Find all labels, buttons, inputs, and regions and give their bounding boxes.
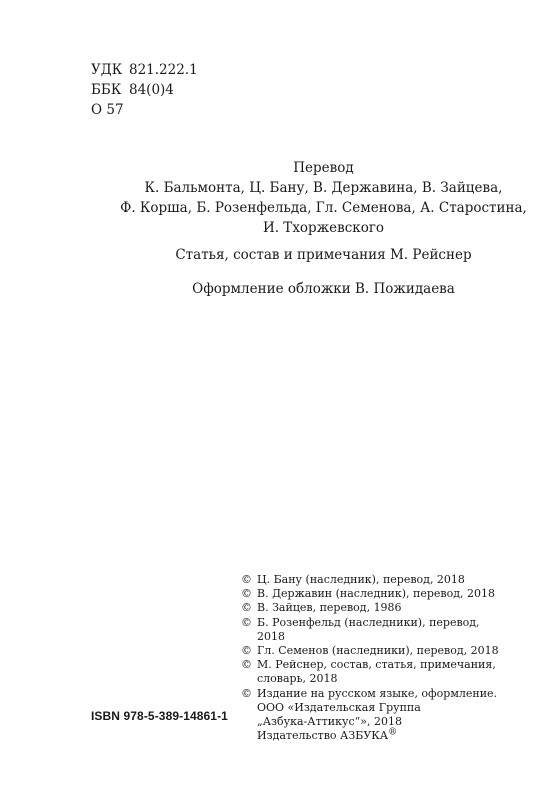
copyright-list (241, 573, 511, 743)
copyright-item (241, 587, 511, 601)
classification-block (91, 60, 198, 120)
cover-design-credit: Оформление обложки В. Пожидаева (192, 281, 455, 297)
copyright-symbol: © (241, 615, 252, 629)
translation-heading: Перевод (293, 160, 354, 176)
copyright-text: Издание на русском языке, оформление. ООО «Издательская Группа „Азбука-Аттикус“», 2018 Издательство АЗБУКА (257, 686, 498, 743)
copyright-symbol: © (241, 644, 252, 658)
translators-line: К. Бальмонта, Ц. Бану, В. Державина, В. Зайцева, (144, 180, 503, 196)
translators-line: Ф. Корша, Б. Розенфельда, Гл. Семенова, А. Старостина, (120, 200, 527, 216)
udk-value: 821.222.1 (129, 62, 198, 78)
copyright-text: Б. Розенфельд (наследники), перевод, 2018 (257, 615, 480, 643)
copyright-symbol: © (241, 587, 252, 601)
translators-line: И. Тхоржевского (262, 220, 385, 236)
copyright-symbol: © (241, 601, 252, 615)
copyright-item (241, 658, 511, 686)
copyright-item (241, 644, 511, 658)
copyright-text: М. Рейснер, состав, статья, примечания, словарь, 2018 (257, 658, 496, 686)
copyright-text: Ц. Бану (наследник), перевод, 2018 (257, 573, 465, 586)
copyright-text: В. Державин (наследник), перевод, 2018 (257, 587, 496, 601)
copyright-symbol: © (241, 686, 252, 700)
copyright-item (241, 687, 511, 744)
udk-label: УДК (91, 62, 123, 78)
copyright-text: Гл. Семенов (наследники), перевод, 2018 (257, 644, 499, 658)
copyright-item (241, 573, 511, 587)
author-mark: О 57 (91, 102, 124, 118)
translation-credits (90, 158, 557, 238)
bbk-value: 84(0)4 (129, 82, 174, 98)
bbk-label: ББК (91, 82, 122, 98)
copyright-item (241, 616, 511, 644)
copyright-text: В. Зайцев, перевод, 1986 (257, 601, 402, 615)
udk-row (91, 60, 198, 80)
copyright-publisher (257, 687, 511, 744)
copyright-item (241, 601, 511, 615)
isbn-number: ISBN 978-5-389-14861-1 (91, 709, 228, 723)
registered-mark: ® (388, 727, 398, 738)
bbk-row (91, 80, 198, 100)
editor-credit: Статья, состав и примечания М. Рейснер (175, 247, 472, 263)
copyright-symbol: © (241, 573, 252, 586)
author-mark-row (91, 100, 198, 120)
copyright-symbol: © (241, 658, 252, 672)
